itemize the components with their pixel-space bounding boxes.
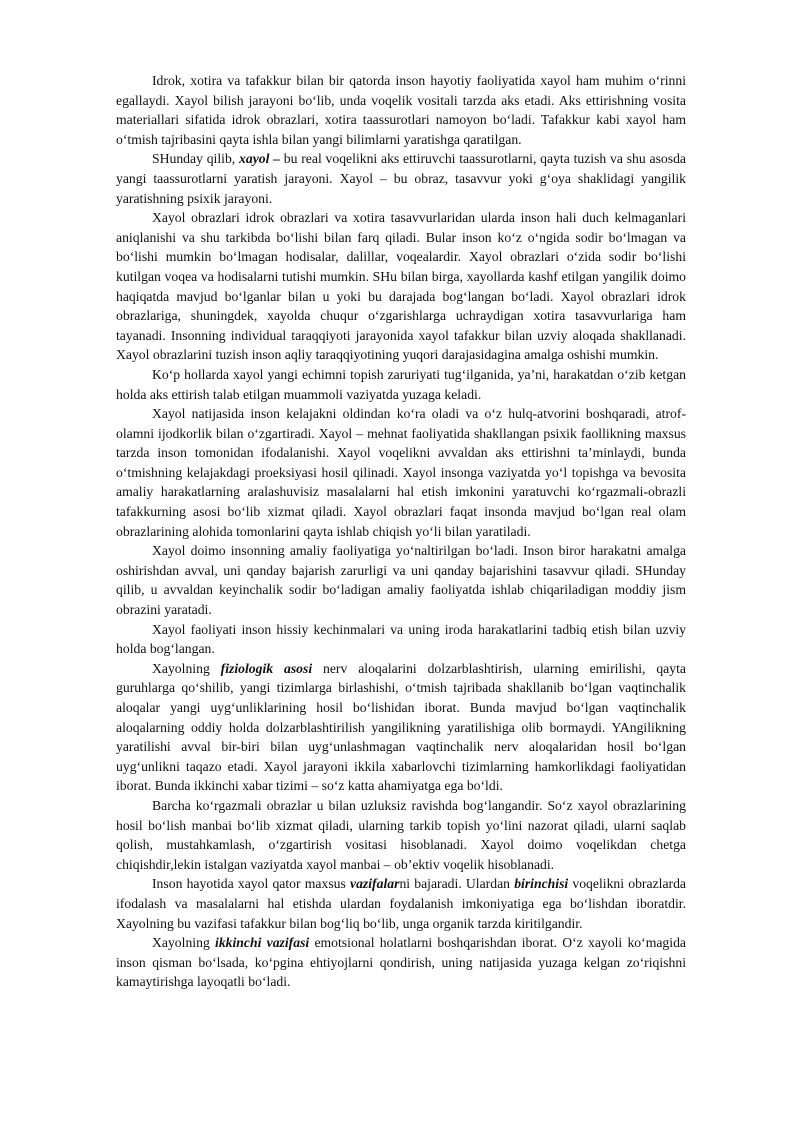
text-run: Koʻp hollarda xayol yangi echimni topish zaruriyati tugʻilganida, ya’ni, harakatdan oʻzib ketgan holda aks ettirish talab etilgan muammoli vaziyatda yuzaga keladi. xyxy=(116,366,686,402)
paragraph xyxy=(116,796,686,874)
paragraph xyxy=(116,208,686,365)
emphasis-term: xayol – xyxy=(239,151,281,167)
text-run: Inson hayotida xayol qator maxsus xyxy=(152,876,350,892)
text-run: bu real voqelikni aks ettiruvchi taassurotlarni, qayta tuzish va shu asosda yangi taassurotlarni yaratish jarayoni. Xayol – bu obraz, tasavvur yoki gʻoya shaklidagi yangilik yaratishning psixik jarayoni. xyxy=(116,151,686,206)
text-run: Barcha koʻrgazmali obrazlar u bilan uzluksiz ravishda bogʻlangandir. Soʻz xayol obrazlarining hosil boʻlish manbai boʻlib xizmat qiladi, ularning tarkib topish yoʻlini nazorat qiladi, ularni saqlab qolish, mustahkamlash, oʻzgartirish vositasi hisoblanadi. Xayol doimo voqelikdan chetga chiqishdir,lekin istalgan vaziyatda xayol manbai – ob’ektiv voqelik hisoblanadi. xyxy=(116,797,686,872)
paragraph xyxy=(116,149,686,208)
paragraph xyxy=(116,659,686,796)
text-run: voqelikni obrazlarda ifodalash va masalalarni hal etishda ulardan foydalanish imkoniyatiga ega boʻlishdan iboratdir. Xayolning bu vazifasi tafakkur bilan bogʻliq boʻlib, unga organik tarzda kiritilgandir. xyxy=(116,876,686,931)
paragraph xyxy=(116,365,686,404)
text-run: emotsional holatlarni boshqarishdan iborat. Oʻz xayoli koʻmagida inson qisman boʻlsada, koʻpgina ehtiyojlarni qondirish, uning natijasida yuzaga kelgan zoʻriqishni kamaytirishga layoqatli boʻladi. xyxy=(116,935,686,990)
emphasis-term: birinchisi xyxy=(514,876,569,892)
paragraph xyxy=(116,541,686,619)
text-run: Xayolning xyxy=(152,660,221,676)
paragraph xyxy=(116,404,686,541)
paragraph xyxy=(116,620,686,659)
text-run: Xayol obrazlari idrok obrazlari va xotira tasavvurlaridan ularda inson hali duch kelmaganlari aniqlanishi va shu tarkibda boʻlishi bilan farq qiladi. Bular inson koʻz oʻngida sodir boʻlmagan va boʻlishi mumkin boʻlmagan hodisalar, dalillar, voqealardir. Xayol obrazlari oʻzida sodir boʻlishi kutilgan voqea va hodisalarni tutishi mumkin. SHu bilan birga, xayollarda kashf etilgan yangilik doimo haqiqatda mavjud boʻlganlar bilan u yoki bu darajada bogʻlangan boʻladi. Xayol obrazlari idrok obrazlariga, shuningdek, xayolda chuqur oʻzgarishlarga uchraydigan xotira tasavvurlariga ham tayanadi. Insonning individual taraqqiyoti jarayonida xayol tafakkur bilan uzviy aloqada shakllanadi. Xayol obrazlarini tuzish inson aqliy taraqqiyotining yuqori darajasidagina amalga oshishi mumkin. xyxy=(116,210,686,363)
emphasis-term: ikkinchi vazifasi xyxy=(215,935,310,951)
text-run: SHunday qilib, xyxy=(152,151,239,167)
emphasis-term: vazifalar xyxy=(350,876,400,892)
text-run: Idrok, xotira va tafakkur bilan bir qatorda inson hayotiy faoliyatida xayol ham muhim oʻrinni egallaydi. Xayol bilish jarayoni boʻlib, unda voqelik vositali tarzda aks etadi. Aks ettirishning vosita materiallari sifatida idrok obrazlari, xotira taassurotlari namoyon boʻladi. Tafakkur kabi xayol ham oʻtmish tajribasini qayta ishla bilan yangi bilimlarni yaratishga qaratilgan. xyxy=(116,73,686,147)
document-body xyxy=(116,71,686,992)
text-run: ni bajaradi. Ulardan xyxy=(399,876,515,892)
text-run: Xayol faoliyati inson hissiy kechinmalari va uning iroda harakatlarini tadbiq etish bilan uzviy holda bogʻlangan. xyxy=(116,621,686,657)
paragraph xyxy=(116,874,686,933)
emphasis-term: fiziologik asosi xyxy=(220,660,313,676)
text-run: Xayol natijasida inson kelajakni oldindan koʻra oladi va oʻz hulq-atvorini boshqaradi, atrof-olamni ijodkorlik bilan oʻzgartiradi. Xayol – mehnat faoliyatida shakllangan psixik faollikning maxsus tarzda inson tomonidan ifodalanishi. Xayol voqelikni avvaldan aks ettirishni ta’minlaydi, bunda oʻtmishning kelajakdagi proeksiyasi hosil qilinadi. Xayol insonga vaziyatda yoʻl topishga va bevosita amaliy harakatlarning aralashuvisiz masalalarni hal etish imkonini yaratuvchi koʻrgazmali-obrazli tafakkurning asosi boʻlib xizmat qiladi. Xayol obrazlari faqat insonda mavjud boʻlgan real olam obrazlarining alohida tomonlarini qayta ishlab chiqish yoʻli bilan yaratiladi. xyxy=(116,406,686,539)
text-run: Xayol doimo insonning amaliy faoliyatiga yoʻnaltirilgan boʻladi. Inson biror harakatni amalga oshirishdan avval, uni qanday bajarish zarurligi va uni qanday bajarishini tasavvur qiladi. SHunday qilib, u avvaldan keyinchalik sodir boʻladigan amaliy faoliyatda ishlab chiqariladigan moddiy jism obrazini yaratadi. xyxy=(116,543,686,618)
paragraph xyxy=(116,933,686,992)
text-run: nerv aloqalarini dolzarblashtirish, ularning emirilishi, qayta guruhlarga qoʻshilib, yangi tizimlarga birlashishi, oʻtmish tajribada shakllanib boʻlgan vaqtinchalik aloqalar yangi uygʻunliklarining hosil boʻlishidan iborat. Bunda mavjud boʻlgan vaqtinchalik aloqalarning oddiy holda dolzarblashtirilish yangilikning yaratilishiga olib bormaydi. YAngilikning yaratilishi avval bir-biri bilan uygʻunlashmagan vaqtinchalik nerv aloqalaridan hosil boʻlgan uygʻunlikni taqazo etadi. Xayol jarayoni ikkila xabarlovchi tizimlarning hamkorlikdagi faoliyatidan iborat. Bunda ikkinchi xabar tizimi – soʻz katta ahamiyatga ega boʻldi. xyxy=(116,660,686,794)
paragraph xyxy=(116,71,686,149)
text-run: Xayolning xyxy=(152,935,216,951)
